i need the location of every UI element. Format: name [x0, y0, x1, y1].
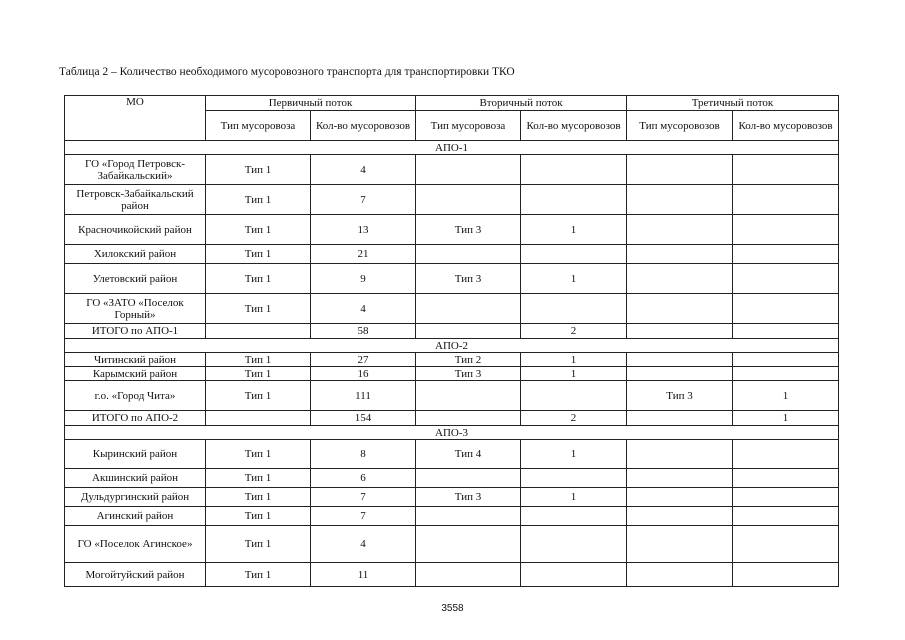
- cell-tertiary-type: [627, 469, 733, 488]
- header-primary-count: Кол-во мусоровозов: [311, 111, 416, 141]
- cell-secondary-type: Тип 3: [416, 367, 521, 381]
- cell-secondary-type: Тип 3: [416, 215, 521, 245]
- table-row: [65, 245, 839, 264]
- cell-tertiary-type: [627, 264, 733, 294]
- cell-secondary-type: Тип 2: [416, 353, 521, 367]
- cell-tertiary-count: [733, 488, 839, 507]
- cell-primary-type: Тип 1: [206, 215, 311, 245]
- section-title: АПО-3: [65, 426, 839, 440]
- table-row: [65, 411, 839, 426]
- cell-secondary-type: Тип 3: [416, 264, 521, 294]
- cell-secondary-count: 1: [521, 353, 627, 367]
- section-row: [65, 426, 839, 440]
- cell-mo: Карымский район: [65, 367, 206, 381]
- header-secondary-type: Тип мусоровоза: [416, 111, 521, 141]
- cell-tertiary-count: [733, 185, 839, 215]
- cell-mo: ГО «ЗАТО «Поселок Горный»: [65, 294, 206, 324]
- cell-primary-type: Тип 1: [206, 185, 311, 215]
- table-row: [65, 294, 839, 324]
- cell-secondary-count: [521, 155, 627, 185]
- cell-secondary-count: [521, 294, 627, 324]
- header-secondary-flow: Вторичный поток: [416, 96, 627, 111]
- cell-primary-type: Тип 1: [206, 440, 311, 469]
- cell-tertiary-type: Тип 3: [627, 381, 733, 411]
- cell-mo: Читинский район: [65, 353, 206, 367]
- table-body: [65, 141, 839, 587]
- table-row: [65, 155, 839, 185]
- cell-primary-count: 6: [311, 469, 416, 488]
- cell-primary-count: 13: [311, 215, 416, 245]
- table-row: [65, 185, 839, 215]
- cell-mo: Дульдургинский район: [65, 488, 206, 507]
- cell-tertiary-type: [627, 324, 733, 339]
- cell-primary-count: 111: [311, 381, 416, 411]
- section-row: [65, 141, 839, 155]
- table-row: [65, 469, 839, 488]
- cell-secondary-count: 1: [521, 264, 627, 294]
- cell-secondary-type: [416, 526, 521, 563]
- cell-primary-count: 9: [311, 264, 416, 294]
- waste-transport-table: [64, 95, 839, 587]
- section-title: АПО-2: [65, 339, 839, 353]
- cell-secondary-count: [521, 563, 627, 587]
- cell-tertiary-count: [733, 245, 839, 264]
- cell-tertiary-type: [627, 353, 733, 367]
- cell-tertiary-type: [627, 563, 733, 587]
- cell-tertiary-type: [627, 155, 733, 185]
- cell-tertiary-type: [627, 294, 733, 324]
- cell-tertiary-type: [627, 488, 733, 507]
- cell-tertiary-count: 1: [733, 381, 839, 411]
- cell-primary-count: 7: [311, 185, 416, 215]
- cell-secondary-type: [416, 469, 521, 488]
- cell-tertiary-type: [627, 507, 733, 526]
- table-row: [65, 563, 839, 587]
- cell-tertiary-type: [627, 440, 733, 469]
- cell-secondary-count: 2: [521, 324, 627, 339]
- cell-tertiary-count: [733, 507, 839, 526]
- cell-secondary-count: [521, 245, 627, 264]
- cell-mo: Улетовский район: [65, 264, 206, 294]
- cell-secondary-type: [416, 381, 521, 411]
- cell-primary-type: Тип 1: [206, 294, 311, 324]
- cell-primary-type: Тип 1: [206, 507, 311, 526]
- cell-tertiary-count: [733, 367, 839, 381]
- cell-primary-count: 154: [311, 411, 416, 426]
- cell-tertiary-type: [627, 245, 733, 264]
- cell-primary-count: 27: [311, 353, 416, 367]
- cell-secondary-count: [521, 507, 627, 526]
- cell-primary-count: 7: [311, 488, 416, 507]
- header-mo: МО: [65, 96, 206, 141]
- table-row: [65, 488, 839, 507]
- cell-tertiary-count: [733, 469, 839, 488]
- cell-primary-type: Тип 1: [206, 264, 311, 294]
- table-caption: Таблица 2 – Количество необходимого мусоровозного транспорта для транспортировки ТКО: [59, 66, 515, 78]
- table-row: [65, 526, 839, 563]
- cell-primary-count: 58: [311, 324, 416, 339]
- cell-secondary-count: [521, 526, 627, 563]
- header-primary-flow: Первичный поток: [206, 96, 416, 111]
- cell-tertiary-type: [627, 526, 733, 563]
- cell-tertiary-type: [627, 411, 733, 426]
- cell-primary-type: [206, 324, 311, 339]
- cell-secondary-count: [521, 469, 627, 488]
- table-row: [65, 264, 839, 294]
- cell-primary-type: Тип 1: [206, 367, 311, 381]
- cell-secondary-type: [416, 245, 521, 264]
- cell-primary-type: Тип 1: [206, 526, 311, 563]
- cell-primary-count: 4: [311, 526, 416, 563]
- header-tertiary-count: Кол-во мусоровозов: [733, 111, 839, 141]
- cell-mo: Красночикойский район: [65, 215, 206, 245]
- cell-tertiary-count: [733, 264, 839, 294]
- cell-tertiary-type: [627, 215, 733, 245]
- cell-tertiary-count: [733, 563, 839, 587]
- cell-primary-count: 11: [311, 563, 416, 587]
- cell-mo: Хилокский район: [65, 245, 206, 264]
- cell-secondary-count: 2: [521, 411, 627, 426]
- table-row: [65, 507, 839, 526]
- page-number: 3558: [441, 603, 464, 614]
- cell-secondary-type: [416, 507, 521, 526]
- cell-primary-type: Тип 1: [206, 353, 311, 367]
- section-title: АПО-1: [65, 141, 839, 155]
- cell-primary-type: [206, 411, 311, 426]
- cell-secondary-type: [416, 324, 521, 339]
- cell-tertiary-count: 1: [733, 411, 839, 426]
- table-row: [65, 324, 839, 339]
- cell-primary-type: Тип 1: [206, 245, 311, 264]
- header-primary-type: Тип мусоровоза: [206, 111, 311, 141]
- cell-tertiary-count: [733, 155, 839, 185]
- cell-mo: Агинский район: [65, 507, 206, 526]
- table-row: [65, 381, 839, 411]
- cell-tertiary-count: [733, 215, 839, 245]
- cell-mo: Петровск-Забайкальский район: [65, 185, 206, 215]
- cell-mo: Акшинский район: [65, 469, 206, 488]
- cell-tertiary-type: [627, 367, 733, 381]
- cell-primary-count: 4: [311, 294, 416, 324]
- cell-mo: ИТОГО по АПО-2: [65, 411, 206, 426]
- table-row: [65, 353, 839, 367]
- cell-secondary-type: Тип 3: [416, 488, 521, 507]
- cell-primary-count: 8: [311, 440, 416, 469]
- cell-secondary-count: 1: [521, 440, 627, 469]
- cell-tertiary-count: [733, 440, 839, 469]
- cell-primary-count: 21: [311, 245, 416, 264]
- cell-tertiary-type: [627, 185, 733, 215]
- cell-secondary-count: 1: [521, 215, 627, 245]
- table-row: [65, 215, 839, 245]
- cell-mo: ИТОГО по АПО-1: [65, 324, 206, 339]
- section-row: [65, 339, 839, 353]
- cell-mo: г.о. «Город Чита»: [65, 381, 206, 411]
- cell-tertiary-count: [733, 353, 839, 367]
- cell-mo: ГО «Поселок Агинское»: [65, 526, 206, 563]
- cell-tertiary-count: [733, 324, 839, 339]
- cell-secondary-count: [521, 381, 627, 411]
- cell-secondary-type: [416, 185, 521, 215]
- cell-secondary-type: [416, 155, 521, 185]
- table-row: [65, 367, 839, 381]
- header-tertiary-flow: Третичный поток: [627, 96, 839, 111]
- cell-secondary-type: [416, 411, 521, 426]
- cell-primary-type: Тип 1: [206, 469, 311, 488]
- cell-mo: ГО «Город Петровск-Забайкальский»: [65, 155, 206, 185]
- cell-primary-type: Тип 1: [206, 563, 311, 587]
- cell-secondary-type: [416, 563, 521, 587]
- cell-primary-count: 4: [311, 155, 416, 185]
- cell-primary-type: Тип 1: [206, 488, 311, 507]
- cell-primary-type: Тип 1: [206, 155, 311, 185]
- header-tertiary-type: Тип мусоровозов: [627, 111, 733, 141]
- cell-mo: Кыринский район: [65, 440, 206, 469]
- cell-mo: Могойтуйский район: [65, 563, 206, 587]
- cell-secondary-count: 1: [521, 488, 627, 507]
- cell-tertiary-count: [733, 294, 839, 324]
- cell-tertiary-count: [733, 526, 839, 563]
- cell-secondary-type: Тип 4: [416, 440, 521, 469]
- header-secondary-count: Кол-во мусоровозов: [521, 111, 627, 141]
- cell-primary-type: Тип 1: [206, 381, 311, 411]
- cell-primary-count: 7: [311, 507, 416, 526]
- cell-secondary-count: [521, 185, 627, 215]
- table-row: [65, 440, 839, 469]
- cell-secondary-type: [416, 294, 521, 324]
- cell-primary-count: 16: [311, 367, 416, 381]
- cell-secondary-count: 1: [521, 367, 627, 381]
